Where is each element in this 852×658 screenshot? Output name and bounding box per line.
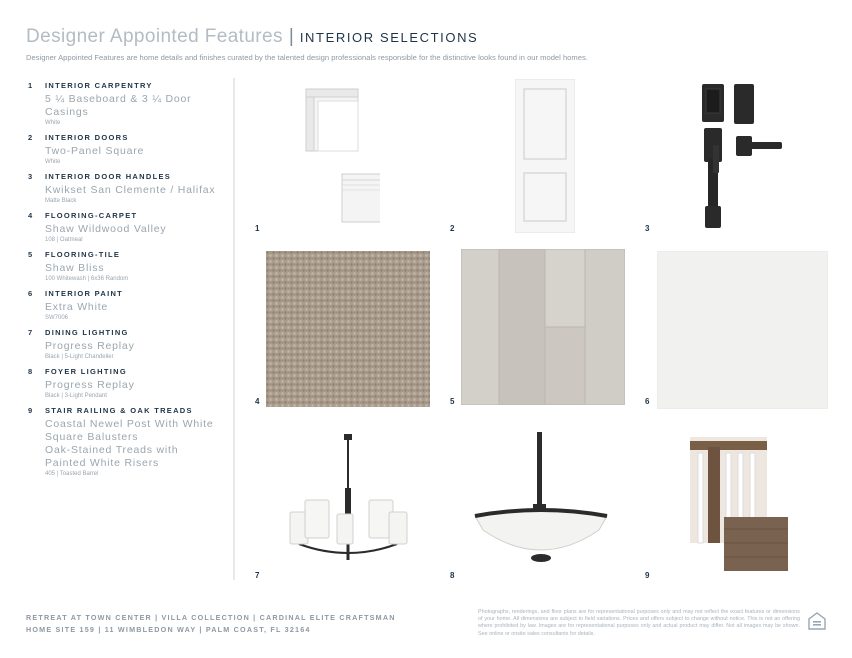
grid-label: 7	[255, 571, 260, 580]
selection-note: White	[45, 120, 61, 126]
selection-number: 1	[28, 81, 33, 90]
selection-note: SW7006	[45, 315, 69, 321]
selection-number: 8	[28, 367, 33, 376]
selection-item	[28, 288, 223, 322]
footer-community-line: RETREAT AT TOWN CENTER | VILLA COLLECTION | CARDINAL ELITE CRAFTSMAN	[26, 613, 396, 622]
selection-note: White	[45, 159, 61, 165]
selection-item	[28, 249, 223, 283]
door-handle-image	[697, 82, 787, 230]
selection-item	[28, 80, 223, 127]
selection-item	[28, 366, 223, 400]
footer-address-line: HOME SITE 159 | 11 WIMBLEDON WAY | PALM COAST, FL 32164	[26, 625, 311, 634]
selection-heading: INTERIOR DOORS	[45, 133, 129, 142]
selection-item	[28, 171, 223, 205]
grid-label: 3	[645, 224, 650, 233]
selection-number: 5	[28, 250, 33, 259]
grid-label: 4	[255, 397, 260, 406]
selection-heading: FOYER LIGHTING	[45, 367, 127, 376]
grid-label: 8	[450, 571, 455, 580]
column-divider	[233, 78, 235, 580]
grid-label: 1	[255, 224, 260, 233]
paint-swatch	[657, 251, 828, 409]
selection-heading: STAIR RAILING & OAK TREADS	[45, 406, 193, 415]
stair-railing-image	[690, 437, 790, 573]
selection-number: 9	[28, 406, 33, 415]
selection-number: 6	[28, 289, 33, 298]
baseboard-casing-image	[300, 86, 380, 228]
selection-note: Black | 3-Light Pendant	[45, 393, 107, 399]
selection-product: Kwikset San Clemente / Halifax	[45, 184, 216, 196]
tile-swatch	[461, 249, 625, 405]
door-image	[515, 79, 575, 233]
selection-note: 108 | Oatmeal	[45, 237, 83, 243]
selection-product: Shaw Wildwood Valley	[45, 223, 167, 235]
selection-heading: INTERIOR DOOR HANDLES	[45, 172, 172, 181]
selection-note: Black | 5-Light Chandelier	[45, 354, 114, 360]
footer-info	[26, 612, 396, 636]
selection-product: Progress Replay	[45, 340, 135, 352]
selection-product: Shaw Bliss	[45, 262, 105, 274]
grid-label: 5	[450, 397, 455, 406]
page-title: Designer Appointed Features	[26, 26, 283, 47]
selection-heading: INTERIOR CARPENTRY	[45, 81, 153, 90]
equal-housing-icon	[807, 611, 827, 631]
selection-heading: INTERIOR PAINT	[45, 289, 124, 298]
selection-item	[28, 132, 223, 166]
grid-label: 2	[450, 224, 455, 233]
selection-number: 3	[28, 172, 33, 181]
pendant-image	[471, 430, 611, 568]
carpet-swatch	[266, 251, 430, 407]
page-subtitle: INTERIOR SELECTIONS	[299, 30, 479, 45]
selection-heading: FLOORING-TILE	[45, 250, 121, 259]
selection-product: 5 ¼ Baseboard & 3 ¼ Door Casings	[45, 93, 192, 118]
selection-heading: DINING LIGHTING	[45, 328, 129, 337]
selection-product: Extra White	[45, 301, 109, 313]
title-separator: |	[288, 26, 294, 47]
selection-product: Coastal Newel Post With White Square Balusters	[45, 418, 214, 443]
selection-number: 2	[28, 133, 33, 142]
selection-item	[28, 327, 223, 361]
grid-label: 6	[645, 397, 650, 406]
chandelier-image	[285, 432, 411, 568]
selection-number: 4	[28, 211, 33, 220]
selection-heading: FLOORING-CARPET	[45, 211, 138, 220]
intro-text: Designer Appointed Features are home details and finishes curated by the talented design professionals responsible for the distinctive looks found in our model homes.	[26, 53, 588, 62]
selection-product-secondary: Oak-Stained Treads with Painted White Risers	[45, 444, 179, 469]
selection-note: 405 | Toasted Barrel	[45, 471, 99, 477]
selection-note: Matte Black	[45, 198, 77, 204]
selection-product: Two-Panel Square	[45, 145, 145, 157]
selection-product: Progress Replay	[45, 379, 135, 391]
footer-disclaimer: Photographs, renderings, and floor plans are for representational purposes only and may not reflect the exact features or dimensions of your home. All dimensions are subject to field variations. Prices and offers subject to change without notice. This is not an offering where prohibited by law. Images are for representational purposes only and actual product may differ. Not all images may be shown. See online or onsite sales consultants for details.	[478, 609, 800, 637]
selection-number: 7	[28, 328, 33, 337]
page-header	[26, 26, 478, 48]
grid-label: 9	[645, 571, 650, 580]
selection-note: 100 Whitewash | 6x36 Random	[45, 276, 129, 282]
selection-item	[28, 210, 223, 244]
selection-item	[28, 405, 223, 478]
selections-list	[28, 80, 223, 483]
